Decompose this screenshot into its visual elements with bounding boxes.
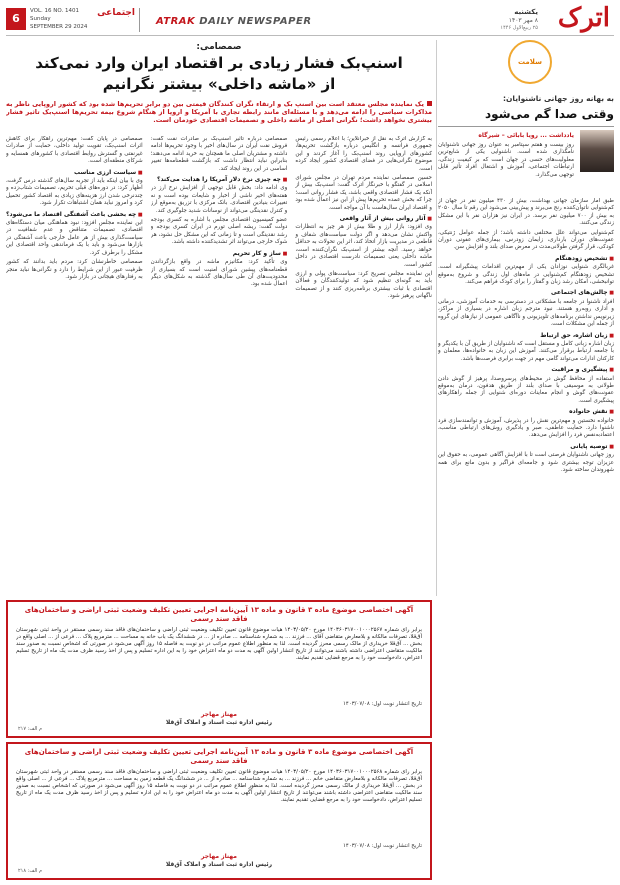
paragraph: کم‌شنوایی می‌تواند علل مختلفی داشته باشد؛ از جمله عوامل ژنتیکی، عفونت‌های دوران بارداری، زایمان زودرس، بیماری‌های عفونی دوران کودکی، قرار گرفتن طولانی‌مدت در معرض صدای بلند و افزایش سن. xyxy=(438,229,614,251)
side-kicker: به بهانه روز جهانی ناشنوایان: xyxy=(502,94,614,103)
legal-notice-1 xyxy=(6,600,432,738)
article-column-1 xyxy=(295,136,432,596)
issue-date-en: SEPTEMBER 29 2024 xyxy=(30,24,88,30)
side-headline: وقتی صدا گم می‌شود xyxy=(485,107,614,121)
main-article-columns xyxy=(6,136,432,596)
subheading: ■ پیشگیری و مراقبت xyxy=(438,366,614,374)
paragraph: غربالگری شنوایی نوزادان یکی از مهم‌ترین اقدامات پیشگیرانه است. تشخیص زودهنگام کم‌شنوایی در ماه‌های اول زندگی و شروع به‌موقع توانبخشی، امکان رشد زبان و گفتار را برای کودک فراهم می‌کند. xyxy=(438,264,614,286)
legal-notice-2 xyxy=(6,742,432,880)
subheading: ■ چالش‌های اجتماعی xyxy=(438,289,614,297)
notice-signature xyxy=(16,853,422,869)
main-kicker: صمصامی: xyxy=(196,42,242,52)
paragraph: خانواده نخستین و مهم‌ترین نقش را در پذیرش، آموزش و توانمندسازی فرد ناشنوا دارد. حمایت عاطفی، صبر و یادگیری روش‌های ارتباطی مناسب، اعتمادبه‌نفس فرد را افزایش می‌دهد. xyxy=(438,417,614,439)
page-header xyxy=(6,3,614,36)
side-article-body xyxy=(438,198,614,878)
issue-volume: VOL. 16 NO. 1401 xyxy=(30,8,80,14)
notice-publish-date: تاریخ انتشار نوبت اول: ۱۴۰۳/۰۷/۰۸ xyxy=(343,701,422,707)
author-box xyxy=(438,130,614,196)
main-lead-text: یک نماینده مجلس معتقد است بین اسنپ بک و ارتقاء نگران کنندگان قیمتی بین دو برابر ‌تحریم‌ها شده بود که کشور اروپایی ناظر به مذاکرات سیاسی را ادامه می‌دهد و با مسئله‌ای مانند رابطه تجاری با آمریکا و اروپا از هنگام شروع بیمه تحریم‌ها ‌اسنپ‌بک تاثیر فشار بیشتری نخواهد داشت؛ نگرانی اصلی از ماشه داخلی و تصمیمات اقتصادی خودمان است. xyxy=(6,100,432,125)
paragraph: حسین صمصامی نماینده مردم تهران در مجلس شورای اسلامی در گفتگو با خبرنگار اترک گفت: اسنپ‌بک بیش از آنکه یک فشار اقتصادی واقعی باشد، یک فشار روانی است؛ چرا که بخش عمده تحریم‌ها پیش از این نیز اعمال شده بود و اقتصاد ایران سال‌هاست با آن مواجه است. xyxy=(295,175,432,211)
english-masthead-prefix: ATRAK xyxy=(156,16,200,27)
notice-body: برابر رأی شماره ۱۴۰۳۶۰۳۱۷۰۰۱۰۰۰۲۵۶۸ مورخ ۱۴۰۳/۰۵/۲۰ هیأت موضوع قانون تعیین تکلیف وضعیت ثبتی اراضی و ساختمان‌های فاقد سند رسمی مستقر در واحد ثبتی شهرستان آق‌قلا، تصرفات مالکانه و بلامعارض متقاضی خانم ... فرزند ... به شماره شناسنامه ... صادره از ... در ششدانگ یک قطعه زمین به مساحت ... مترمربع پلاک ... فرعی از ... اصلی واقع در بخش ... آق‌قلا خریداری از مالک رسمی محرز گردیده است. لذا به منظور اطلاع عموم مراتب در دو نوبت به فاصله ۱۵ روز آگهی می‌شود در صورتی که اشخاص نسبت به صدور سند مالکیت متقاضی اعتراضی داشته باشند می‌توانند از تاریخ انتشار اولین آگهی به مدت دو ماه اعتراض خود را به این اداره تسلیم و پس از اخذ رسید ظرف مدت یک ماه از تاریخ تسلیم اعتراض، دادخواست خود را به مرجع قضایی تقدیم نمایند. xyxy=(16,769,422,803)
paragraph: به گزارش اترک به نقل از خبرآنلاین؛ با اعلام رسمی رئیس جمهوری فرانسه و انگلیس درباره بازگشت تحریم‌ها، کشورهای اروپایی روند اسنپ‌بک را آغاز کردند و این موضوع نگرانی‌هایی در فضای اقتصادی کشور ایجاد کرده است. xyxy=(295,136,432,172)
subheading: ■ چه بخشی باعث آشفتگی اقتصاد ما می‌شود؟ xyxy=(6,211,143,219)
subheading: ■ نقش خانواده xyxy=(438,408,614,416)
issue-date-hijri: ۲۵ ربیع‌الاول ۱۴۴۶ xyxy=(500,25,538,31)
english-masthead-rest: DAILY NEWSPAPER xyxy=(199,16,312,27)
subheading: ■ ساز و کار تحریم xyxy=(151,250,288,258)
section-title: اجتماعی xyxy=(97,8,135,18)
paragraph: صمصامی در پایان گفت: مهم‌ترین راهکار برای کاهش اثرات اسنپ‌بک، تقویت تولید داخلی، حمایت از صادرات غیرنفتی و گسترش روابط اقتصادی با کشورهای همسایه و شرکای منطقه‌ای است. xyxy=(5,136,143,165)
author-name: یادداشت ... رویا بابائی – شیرگاه xyxy=(478,132,574,139)
newspaper-logo: اترک xyxy=(557,3,610,33)
notice-code: م الف: ۲۱۷ xyxy=(18,726,43,732)
signer-name: مهناز مهاجر xyxy=(201,853,237,860)
paragraph: وی تأکید کرد: مکانیزم ماشه در واقع بازگرداندن قطعنامه‌های پیشین شورای امنیت است که بسیاری از محدودیت‌های آن طی سال‌های گذشته به شکل‌های دیگر اعمال شده بود. xyxy=(150,259,288,288)
paragraph: این نماینده مجلس تصریح کرد: سیاست‌های پولی و ارزی باید به گونه‌ای تنظیم شود که تولیدکنندگان و فعالان اقتصادی با ثبات بیشتری برنامه‌ریزی کنند و از تصمیمات ناگهانی پرهیز شود. xyxy=(295,270,432,300)
issue-date: ۸ مهر ۱۴۰۳ xyxy=(508,17,538,24)
health-section-badge: سلامت xyxy=(508,40,552,84)
divider xyxy=(438,126,614,127)
page-number: 6 xyxy=(6,8,26,30)
signer-name: مهناز مهاجر xyxy=(201,711,237,718)
subheading: ■ زبان اشاره، حق ارتباط xyxy=(438,332,614,340)
paragraph: روز جهانی ناشنوایان فرصتی است تا با افزایش آگاهی عمومی، به حقوق این عزیزان توجه بیشتری شود و جامعه‌ای فراگیر و بدون مانع برای همه شهروندان ساخته شود. xyxy=(438,452,614,473)
paragraph: وی با بیان اینکه باید از تجربه سال‌های گذشته درس گرفت، اظهار کرد: در دوره‌های قبلی تحریم، تصمیمات شتاب‌زده و چندنرخی شدن ارز هزینه‌های زیادی به اقتصاد کشور تحمیل کرد و امروز نباید همان اشتباهات تکرار شود. xyxy=(5,178,143,207)
main-headline-line2: از «ماشه داخلی» بیشتر نگرانیم xyxy=(102,75,336,93)
paragraph: وی افزود: بازار ارز و طلا بیش از هر چیز به انتظارات واکنش نشان می‌دهد و اگر دولت سیاست‌های شفاف و قاطعی در مدیریت بازار اتخاذ کند، اثر این تحولات به حداقل خواهد رسید. آنچه بیشتر از اسنپ‌بک نگران‌کننده است، ماشه داخلی یعنی تصمیمات نادرست اقتصادی در داخل کشور است. xyxy=(295,224,432,268)
notice-publish-date: تاریخ انتشار نوبت اول: ۱۴۰۳/۰۷/۰۸ xyxy=(343,843,422,849)
side-article xyxy=(438,40,614,880)
paragraph: صمصامی خاطرنشان کرد: مردم باید بدانند که کشور ظرفیت عبور از این شرایط را دارد و نگرانی‌ها نباید منجر به رفتارهای هیجانی در بازار شود. xyxy=(5,259,143,280)
subheading: ■ آثار روانی بیش از آثار واقعی xyxy=(295,215,432,223)
issue-day: یکشنبه xyxy=(514,8,538,16)
author-photo xyxy=(580,130,614,172)
subheading: ■ سیاست ارزی مناسب xyxy=(6,169,143,177)
paragraph: استفاده از محافظ گوش در محیط‌های پرسروصدا، پرهیز از گوش دادن طولانی به موسیقی با صدای بلند از طریق هدفون، درمان به‌موقع عفونت‌های گوش و انجام معاینات دوره‌ای شنوایی از جمله راهکارهای پیشگیری است. xyxy=(438,375,614,404)
column-divider xyxy=(436,40,437,596)
subheading: ■ چه چیزی نرخ دلار آمریکا را هدایت می‌کند؟ xyxy=(151,176,288,184)
notice-body: برابر رأی شماره ۱۴۰۳۶۰۳۱۷۰۰۱۰۰۰۲۵۶۷ مورخ ۱۴۰۳/۰۵/۲۰ هیأت موضوع قانون تعیین تکلیف وضعیت ثبتی اراضی و ساختمان‌های فاقد سند رسمی مستقر در واحد ثبتی شهرستان آق‌قلا، تصرفات مالکانه و بلامعارض متقاضی آقای ... فرزند ... به شماره شناسنامه ... صادره از ... در ششدانگ یک باب خانه به مساحت ... مترمربع پلاک ... فرعی از ... اصلی واقع در بخش ... آق‌قلا خریداری از مالک رسمی محرز گردیده است. لذا به منظور اطلاع عموم مراتب در دو نوبت به فاصله ۱۵ روز آگهی می‌شود در صورتی که اشخاص نسبت به صدور سند مالکیت متقاضی اعتراضی داشته باشند می‌توانند از تاریخ انتشار اولین آگهی به مدت دو ماه اعتراض خود را به این اداره تسلیم و پس از اخذ رسید ظرف مدت یک ماه از تاریخ تسلیم اعتراض، دادخواست خود را به مرجع قضایی تقدیم نمایند. xyxy=(16,627,422,661)
notice-title: آگهی اختصاصی موضوع ماده ۳ قانون و ماده ۱۳ آیین‌نامه اجرایی تعیین تکلیف وضعیت ثبتی اراضی و ساختمان‌های فاقد سند رسمی xyxy=(24,606,414,623)
section-masthead xyxy=(30,8,140,32)
paragraph: عضو کمیسیون اقتصادی مجلس با اشاره به کسری بودجه دولت گفت: ریشه اصلی تورم در ایران کسری بودجه و رشد نقدینگی است و تا زمانی که این مشکل حل نشود، هر شوک خارجی می‌تواند اثر تشدیدکننده داشته باشد. xyxy=(150,217,288,246)
main-headline-block xyxy=(6,40,432,100)
paragraph: طبق آمار سازمان جهانی بهداشت، بیش از ۴۳۰ میلیون نفر در جهان از کم‌شنوایی ناتوان‌کننده رنج می‌برند و پیش‌بینی می‌شود این رقم تا سال ۲۰۵۰ به بیش از ۷۰۰ میلیون نفر برسد. در ایران نیز هزاران نفر با این مشکل زندگی می‌کنند. xyxy=(438,198,614,227)
subheading: ■ تشخیص زودهنگام xyxy=(438,255,614,263)
signer-title: رئیس اداره ثبت اسناد و املاک آق‌قلا xyxy=(165,719,273,726)
main-lead xyxy=(6,100,432,134)
english-masthead xyxy=(156,16,312,27)
notice-signature xyxy=(16,711,422,727)
article-column-3 xyxy=(6,136,143,596)
article-column-2 xyxy=(151,136,288,596)
author-intro: روز بیست‌ و هفتم سپتامبر به عنوان روز جهانی ناشنوایان نامگذاری شده است. ناشنوایی یکی از شایع‌ترین معلولیت‌های حسی در جهان است که بر کیفیت زندگی، ارتباطات اجتماعی، آموزش و اشتغال افراد تأثیر قابل توجهی می‌گذارد. xyxy=(438,142,574,178)
paragraph: صمصامی درباره تأثیر اسنپ‌بک بر صادرات نفت گفت: فروش نفت ایران در سال‌های اخیر با وجود تحریم‌ها ادامه داشته و مشتریان اصلی ما همچنان به خرید ادامه می‌دهند؛ بنابراین نباید انتظار داشت که بازگشت قطعنامه‌ها تغییر اساسی در این روند ایجاد کند. xyxy=(150,136,288,172)
notice-title: آگهی اختصاصی موضوع ماده ۳ قانون و ماده ۱۳ آیین‌نامه اجرایی تعیین تکلیف وضعیت ثبتی اراضی و ساختمان‌های فاقد سند رسمی xyxy=(24,748,414,765)
issue-weekday: Sunday xyxy=(30,16,51,22)
subheading: ■ توصیه پایانی xyxy=(438,443,614,451)
signer-title: رئیس اداره ثبت اسناد و املاک آق‌قلا xyxy=(165,861,273,868)
main-headline-line1: اسنپ‌بک فشار زیادی بر اقتصاد ایران وارد نمی‌کند xyxy=(35,54,403,72)
paragraph: زبان اشاره زبانی کامل و مستقل است که ناشنوایان از طریق آن با یکدیگر و با جامعه ارتباط برقرار می‌کنند. آموزش این زبان به خانواده‌ها، معلمان و کارکنان ادارات می‌تواند گامی مهم در جهت برابری فرصت‌ها باشد. xyxy=(438,340,614,362)
paragraph: وی ادامه داد: بخش قابل توجهی از افزایش نرخ ارز در هفته‌های اخیر ناشی از اخبار و شایعات بوده است و نه تغییرات بنیادین اقتصادی. بانک مرکزی با تزریق به‌موقع ارز و کنترل نقدینگی می‌تواند از نوسانات شدید جلوگیری کند. xyxy=(150,185,288,214)
paragraph: افراد ناشنوا در جامعه با مشکلاتی در دسترسی به خدمات آموزشی، درمانی و اداری روبه‌رو هستند. نبود مترجم زبان اشاره در بسیاری از مراکز، زیرنویس نداشتن برنامه‌های تلویزیونی و ناآگاهی عمومی از نیازهای این گروه از جمله این مشکلات است. xyxy=(438,298,614,328)
paragraph: این نماینده مجلس افزود: نبود هماهنگی میان دستگاه‌های اقتصادی، تصمیمات متناقض و عدم شفافیت در سیاست‌گذاری بیش از هر عامل خارجی باعث آشفتگی در بازارها می‌شود و باید با یک فرماندهی واحد اقتصادی این مشکل را برطرف کرد. xyxy=(5,220,143,256)
notice-code: م الف: ۲۱۸ xyxy=(18,868,43,874)
